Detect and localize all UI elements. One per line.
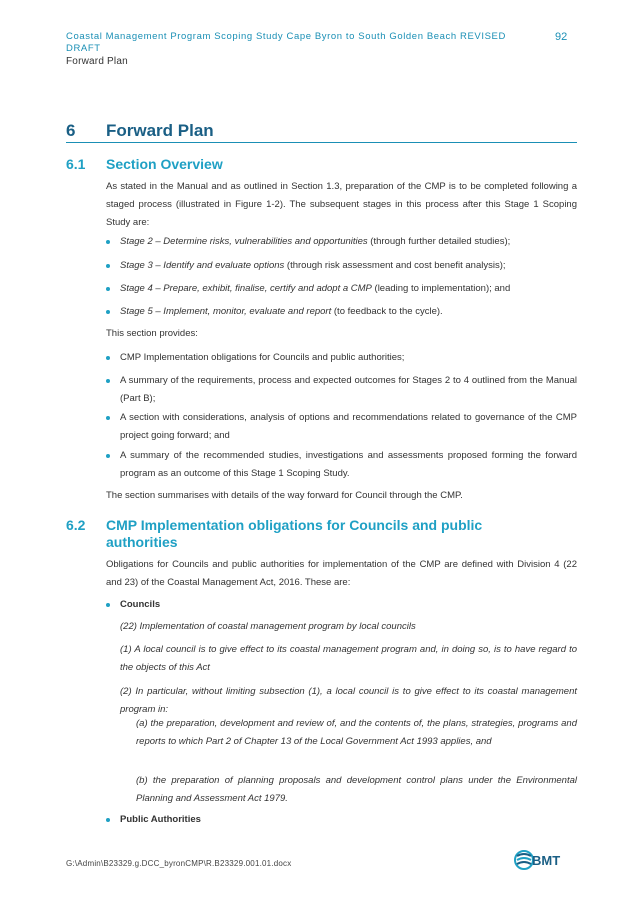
list-item: Stage 2 – Determine risks, vulnerabilities and opportunities (through further detailed studies); [106, 233, 577, 251]
page-number: 92 [555, 31, 568, 43]
list-item-public-authorities: Public Authorities [106, 811, 577, 829]
quote-subsection-2: (2) In particular, without limiting subsection (1), a local council is to give effect to its coastal management program in: [120, 686, 577, 715]
header-title: Coastal Management Program Scoping Study Cape Byron to South Golden Beach REVISED DRAFT [66, 31, 506, 54]
bullet-icon [106, 603, 110, 607]
quote-heading: (22) Implementation of coastal management program by local councils [120, 621, 416, 632]
chapter-heading [66, 121, 577, 143]
paragraph-closing: The section summarises with details of the way forward for Council through the CMP. [106, 490, 463, 501]
bmt-logo-text: BMT [532, 853, 561, 868]
quote-paragraph-a: (a) the preparation, development and review of, and the contents of, the plans, strategies, programs and reports to which Part 2 of Chapter 13 of the Local Government Act 1993 applies, and [136, 718, 577, 747]
bullet-icon [106, 287, 110, 291]
chapter-title: Forward Plan [106, 121, 214, 140]
footer-file-path: G:\Admin\B23329.g.DCC_byronCMP\R.B23329.001.01.docx [66, 859, 292, 868]
list-item: A summary of the requirements, process and expected outcomes for Stages 2 to 4 outlined from the Manual (Part B); [106, 372, 577, 408]
section-title: CMP Implementation obligations for Councils and public authorities [106, 517, 483, 550]
section-number: 6.2 [66, 517, 86, 533]
list-item: A section with considerations, analysis of options and recommendations related to governance of the CMP project going forward; and [106, 409, 577, 445]
chapter-number: 6 [66, 121, 76, 140]
bullet-icon [106, 818, 110, 822]
header-section: Forward Plan [66, 56, 128, 67]
section-title: Section Overview [106, 156, 223, 172]
bullet-icon [106, 416, 110, 420]
section-number: 6.1 [66, 156, 86, 172]
bullet-icon [106, 356, 110, 360]
bullet-icon [106, 454, 110, 458]
bullet-icon [106, 264, 110, 268]
list-item: Stage 4 – Prepare, exhibit, finalise, certify and adopt a CMP (leading to implementation); and [106, 280, 577, 298]
list-item: Stage 3 – Identify and evaluate options (through risk assessment and cost benefit analysis); [106, 257, 577, 275]
quote-paragraph-b: (b) the preparation of planning proposals and development control plans under the Environmental Planning and Assessment Act 1979. [136, 775, 577, 804]
list-item: A summary of the recommended studies, investigations and assessments proposed forming the forward program as an outcome of this Stage 1 Scoping Study. [106, 447, 577, 483]
paragraph-intro: As stated in the Manual and as outlined in Section 1.3, preparation of the CMP is to be completed following a staged process (illustrated in Figure 1-2). The subsequent stages in this process after this Stage 1 Scoping Study are: [106, 181, 577, 228]
bullet-icon [106, 379, 110, 383]
bullet-icon [106, 310, 110, 314]
quote-subsection-1: (1) A local council is to give effect to its coastal management program and, in doing so, is to have regard to the objects of this Act [120, 644, 577, 673]
list-item-councils: Councils [106, 596, 577, 614]
paragraph-obligations: Obligations for Councils and public authorities for implementation of the CMP are defined with Division 4 (22 and 23) of the Coastal Management Act, 2016. These are: [106, 559, 577, 588]
list-item: CMP Implementation obligations for Councils and public authorities; [106, 349, 577, 367]
bullet-icon [106, 240, 110, 244]
list-item: Stage 5 – Implement, monitor, evaluate and report (to feedback to the cycle). [106, 303, 577, 321]
paragraph-provides: This section provides: [106, 328, 198, 339]
